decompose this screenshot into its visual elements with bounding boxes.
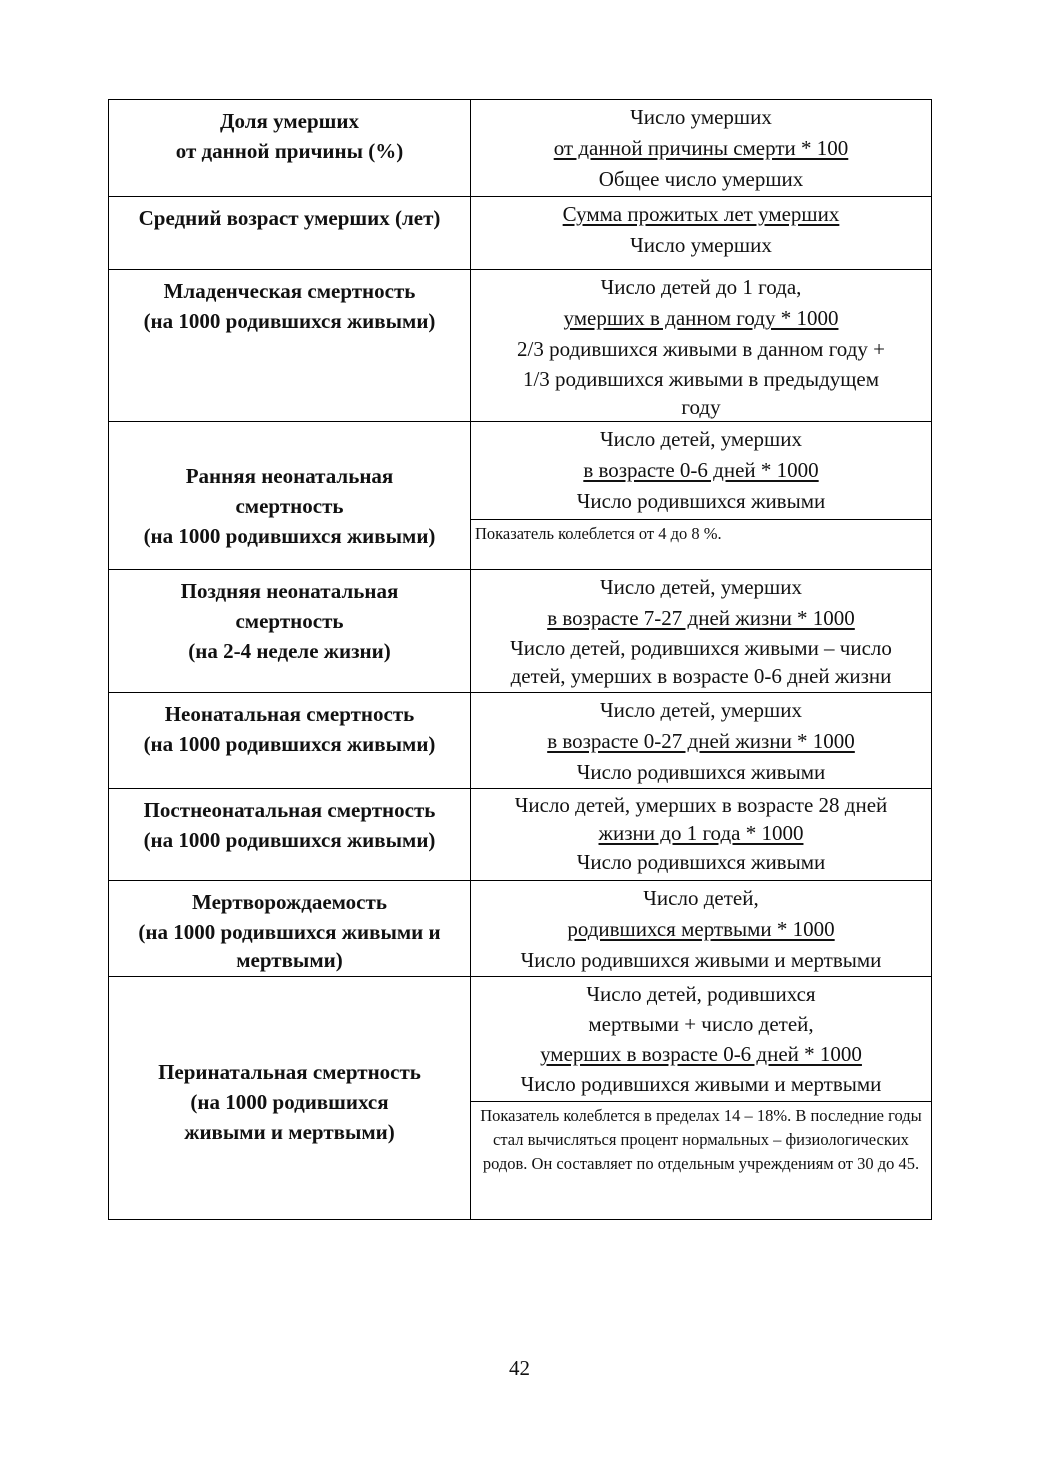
formula-fraction-line: в возрасте 0-6 дней * 1000 [583, 458, 819, 482]
indicator-name [109, 422, 471, 569]
indicator-formula-cell [471, 270, 931, 421]
formula-numerator-line: Число детей, [643, 886, 759, 910]
table-row [109, 196, 931, 269]
indicator-name-line: (на 1000 родившихся живыми) [143, 309, 436, 333]
formula-fraction-line: в возрасте 0-27 дней жизни * 1000 [547, 729, 855, 753]
indicator-name-line: Ранняя неонатальная [185, 463, 394, 488]
formula [471, 100, 931, 197]
formula-denominator-line: Число родившихся живыми [576, 489, 826, 513]
formula-denominator-line: Число родившихся живыми [576, 760, 826, 784]
table-row [109, 880, 931, 976]
table-row [109, 788, 931, 880]
table-row [109, 421, 931, 569]
formula-denominator-line: Общее число умерших [598, 167, 804, 191]
formula-denominator-line: Число родившихся живыми и мертвыми [520, 1072, 882, 1096]
formula-denominator-line: 2/3 родившихся живыми в данном году + [517, 337, 885, 361]
formula-numerator-line: Число детей, умерших в возрасте 28 дней [514, 793, 888, 817]
table-row [109, 269, 931, 421]
indicator-formula-cell [471, 977, 931, 1219]
page-number: 42 [509, 1356, 530, 1380]
indicator-name [109, 881, 471, 976]
indicator-name-line: мертвыми) [236, 948, 343, 972]
indicator-name [109, 789, 471, 880]
indicator-name-line: Постнеонатальная смертность [143, 798, 436, 822]
formula [471, 693, 931, 790]
indicator-name-line: Младенческая смертность [163, 279, 416, 303]
formula-numerator-line: Число детей до 1 года, [600, 275, 802, 299]
formula-fraction-line: от данной причины смерти * 100 [553, 136, 849, 160]
indicator-name [109, 570, 471, 692]
formula-fraction-line: родившихся мертвыми * 1000 [567, 917, 835, 941]
indicator-name-line: (на 1000 родившихся [190, 1090, 389, 1114]
formula-fraction-line: Сумма прожитых лет умерших [562, 202, 840, 226]
indicator-name-line: Неонатальная смертность [164, 702, 415, 726]
formula [471, 789, 931, 880]
indicator-table [108, 99, 932, 1220]
indicator-name [109, 977, 471, 1219]
formula-numerator-line: Число детей, родившихся [586, 982, 816, 1006]
indicator-name-line: Мертворождаемость [192, 890, 387, 914]
formula-denominator-line: году [681, 395, 721, 419]
indicator-formula-cell [471, 197, 931, 269]
formula [471, 977, 931, 1101]
formula-denominator-line: детей, умерших в возрасте 0-6 дней жизни [510, 664, 892, 688]
indicator-name-line: Перинатальная смертность [158, 1060, 421, 1084]
indicator-note: Показатель колеблется в пределах 14 – 18%. В последние годы стал вычисляться процент нормальных – физиологических родов. Он составляет по отдельным учреждениям от 30 до 45. [471, 1101, 931, 1219]
formula [471, 270, 931, 423]
indicator-formula-cell [471, 789, 931, 880]
formula-denominator-line: 1/3 родившихся живыми в предыдущем [522, 367, 880, 391]
table-row [109, 976, 931, 1219]
indicator-name-line: (на 1000 родившихся живыми) [143, 732, 436, 756]
indicator-name-line: Поздняя неонатальная [180, 579, 399, 603]
indicator-name-line: (на 2-4 неделе жизни) [188, 639, 391, 663]
formula-denominator-line: Число родившихся живыми и мертвыми [520, 948, 882, 972]
indicator-name-line: (на 1000 родившихся живыми) [143, 828, 436, 852]
formula-numerator-line: мертвыми + число детей, [588, 1012, 814, 1036]
formula [471, 197, 931, 263]
formula [471, 422, 931, 519]
formula-denominator-line: Число умерших [630, 233, 772, 257]
indicator-name [109, 270, 471, 421]
indicator-formula-cell [471, 570, 931, 692]
formula [471, 570, 931, 692]
indicator-name [109, 693, 471, 788]
formula-fraction-line: умерших в возрасте 0-6 дней * 1000 [540, 1042, 862, 1066]
indicator-name-line: Доля умерших [220, 109, 359, 133]
indicator-name-line: (на 1000 родившихся живыми и [138, 920, 441, 944]
formula-denominator-line: Число родившихся живыми [576, 850, 826, 874]
indicator-formula-cell [471, 693, 931, 788]
indicator-name [109, 197, 471, 269]
indicator-name-line: Средний возраст умерших (лет) [138, 206, 441, 230]
indicator-name [109, 100, 471, 196]
indicator-name-line: (на 1000 родившихся живыми) [143, 523, 436, 548]
indicator-name-line: смертность [235, 493, 344, 518]
indicator-name-line: от данной причины (%) [175, 139, 404, 163]
formula-numerator-line: Число детей, умерших [600, 698, 802, 722]
formula-denominator-line: Число детей, родившихся живыми – число [510, 636, 892, 660]
table-row [109, 692, 931, 788]
formula-numerator-line: Число умерших [630, 105, 772, 129]
formula-numerator-line: Число детей, умерших [600, 427, 802, 451]
formula [471, 881, 931, 978]
indicator-name-line: живыми и мертвыми) [184, 1120, 395, 1144]
formula-fraction-line: жизни до 1 года * 1000 [598, 821, 804, 845]
indicator-formula-cell [471, 881, 931, 976]
indicator-name-line: смертность [235, 609, 344, 633]
table-row [109, 100, 931, 196]
indicator-formula-cell [471, 100, 931, 196]
indicator-note: Показатель колеблется от 4 до 8 %. [471, 519, 931, 569]
table-row [109, 569, 931, 692]
formula-fraction-line: в возрасте 7-27 дней жизни * 1000 [547, 606, 855, 630]
formula-fraction-line: умерших в данном году * 1000 [563, 306, 839, 330]
indicator-formula-cell [471, 422, 931, 569]
formula-numerator-line: Число детей, умерших [600, 575, 802, 599]
